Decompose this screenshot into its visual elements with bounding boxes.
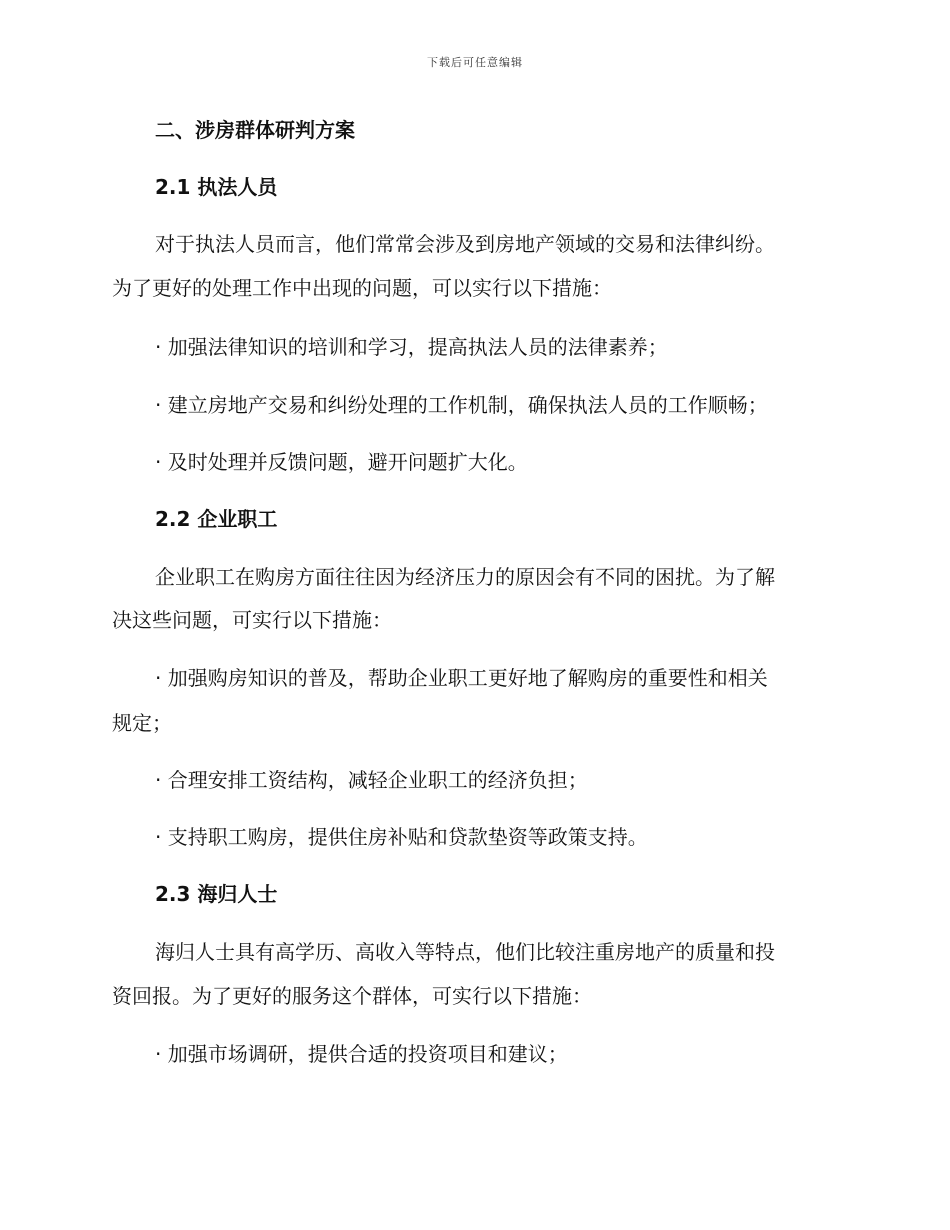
paragraph-2-2-line-2: 决这些问题，可实行以下措施： [112,608,392,632]
bullet-2-1-3: · 及时处理并反馈问题，避开问题扩大化。 [155,450,528,474]
bullet-2-3-1: · 加强市场调研，提供合适的投资项目和建议； [155,1042,568,1066]
heading-2-3: 2.3 海归人士 [155,882,278,906]
paragraph-2-2-line-1: 企业职工在购房方面往往因为经济压力的原因会有不同的困扰。为了解 [155,565,775,589]
paragraph-2-1-line-2: 为了更好的处理工作中出现的问题，可以实行以下措施： [112,276,612,300]
header-note: 下载后可任意编辑 [427,56,523,69]
bullet-2-2-1-line-1: · 加强购房知识的普及，帮助企业职工更好地了解购房的重要性和相关 [155,666,768,690]
paragraph-2-3-line-1: 海归人士具有高学历、高收入等特点，他们比较注重房地产的质量和投 [155,940,775,964]
section-title: 二、涉房群体研判方案 [155,118,355,142]
bullet-2-2-2: · 合理安排工资结构，减轻企业职工的经济负担； [155,768,588,792]
heading-2-2: 2.2 企业职工 [155,507,278,531]
paragraph-2-1-line-1: 对于执法人员而言，他们常常会涉及到房地产领域的交易和法律纠纷。 [155,232,775,256]
bullet-2-1-1: · 加强法律知识的培训和学习，提高执法人员的法律素养； [155,335,668,359]
bullet-2-1-2: · 建立房地产交易和纠纷处理的工作机制，确保执法人员的工作顺畅； [155,393,768,417]
paragraph-2-3-line-2: 资回报。为了更好的服务这个群体，可实行以下措施： [112,984,592,1008]
heading-2-1: 2.1 执法人员 [155,175,278,199]
bullet-2-2-1-line-2: 规定； [112,711,172,735]
bullet-2-2-3: · 支持职工购房，提供住房补贴和贷款垫资等政策支持。 [155,825,648,849]
